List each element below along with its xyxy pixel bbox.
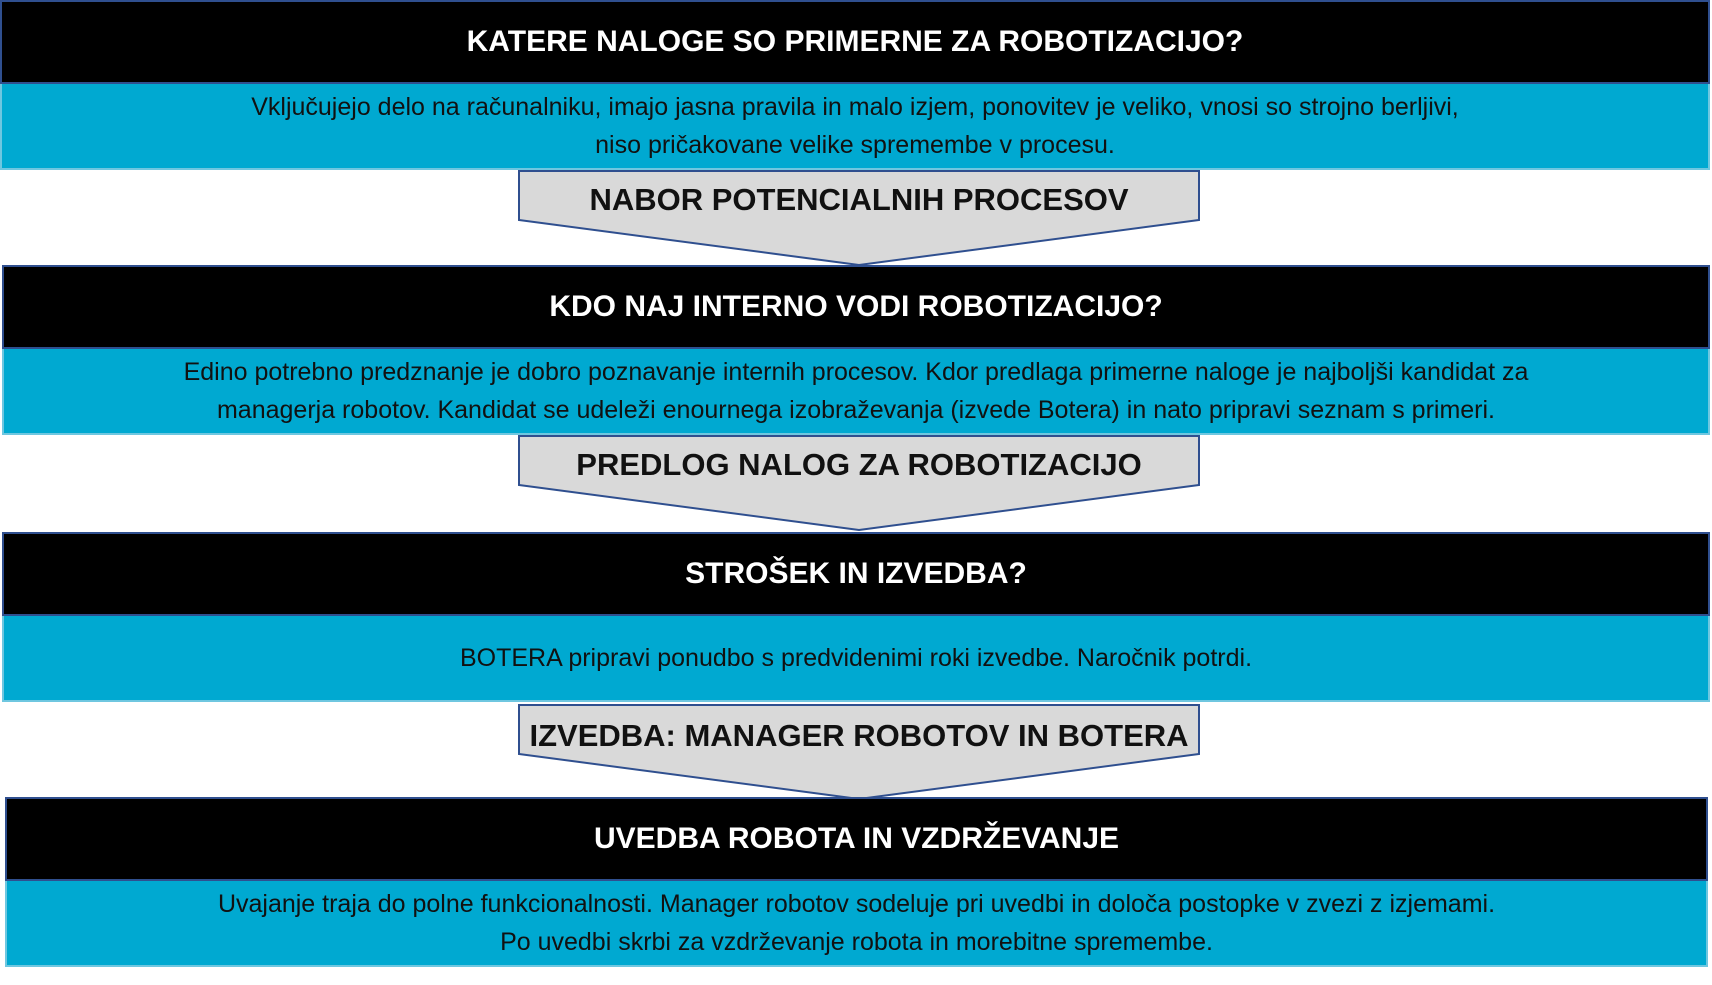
step-4-description (5, 881, 1708, 967)
step-1-line-1: Vključujejo delo na računalniku, imajo jasna pravila in malo izjem, ponovitev je veliko, vnosi so strojno berljivi, (251, 93, 1459, 121)
step-3 (2, 532, 1710, 702)
step-2-heading: KDO NAJ INTERNO VODI ROBOTIZACIJO? (2, 265, 1710, 349)
step-2-line-1: Edino potrebno predznanje je dobro poznavanje internih procesov. Kdor predlaga primerne naloge je najboljši kandidat za (183, 358, 1529, 386)
arrow-1-label: NABOR POTENCIALNIH PROCESOV (589, 182, 1129, 217)
step-1-heading: KATERE NALOGE SO PRIMERNE ZA ROBOTIZACIJO? (0, 0, 1710, 84)
arrow-3-label: IZVEDBA: MANAGER ROBOTOV IN BOTERA (529, 718, 1189, 753)
step-4-line-1: Uvajanje traja do polne funkcionalnosti. Manager robotov sodeluje pri uvedbi in določa postopke v zvezi z izjemami. (217, 890, 1496, 918)
step-2-description (2, 349, 1710, 435)
step-3-description (2, 616, 1710, 702)
arrow-3 (518, 704, 1200, 800)
step-4 (5, 797, 1708, 967)
step-1-line-2: niso pričakovane velike spremembe v procesu. (595, 131, 1115, 159)
step-1-description (0, 84, 1710, 170)
step-3-heading: STROŠEK IN IZVEDBA? (2, 532, 1710, 616)
step-4-heading: UVEDBA ROBOTA IN VZDRŽEVANJE (5, 797, 1708, 881)
arrow-2-label: PREDLOG NALOG ZA ROBOTIZACIJO (576, 447, 1142, 482)
arrow-1 (518, 170, 1200, 266)
step-3-line-1: BOTERA pripravi ponudbo s predvidenimi roki izvedbe. Naročnik potrdi. (459, 644, 1253, 672)
arrow-2 (518, 435, 1200, 531)
step-2 (2, 265, 1710, 435)
step-1 (0, 0, 1710, 170)
step-4-line-2: Po uvedbi skrbi za vzdrževanje robota in morebitne spremembe. (500, 928, 1213, 956)
step-2-line-2: managerja robotov. Kandidat se udeleži enournega izobraževanja (izvede Botera) in nato pripravi seznam s primeri. (216, 396, 1495, 424)
